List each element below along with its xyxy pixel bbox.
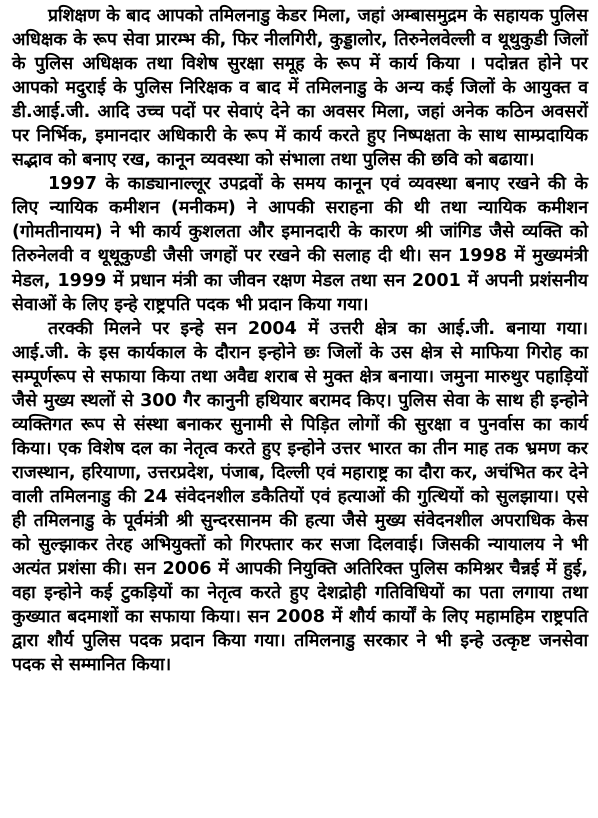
paragraph-commissions-and-awards: 1997 के काड्यानाल्लूर उपद्रवों के समय कानून एवं व्यवस्था बनाए रखने की के लिए न्यायिक कमीशन (मनीकम) ने आपकी सराहना की थी तथा न्यायिक कमीशन (गोमतीनायम) ने भी कार्य कुशलता और इमानदारी के कारण श्री जांगिड जैसे व्यक्ति को तिरुनेलवी व थूथूकुण्डी जैसी जगहों पर रखने की सलाह दी थी। सन 1998 में मुख्यमंत्री मेडल, 1999 में प्रधान मंत्री का जीवन रक्षण मेडल तथा सन 2001 में अपनी प्रशंसनीय सेवाओं के लिए इन्हे राष्ट्रपति पदक भी प्रदान किया गया।: [12, 174, 588, 315]
paragraph-ig-tenure: तरक्की मिलने पर इन्हे सन 2004 में उत्तरी क्षेत्र का आई.जी. बनाया गया। आई.जी. के इस कार्यकाल के दौरान इन्होने छः जिलों के उस क्षेत्र से माफिया गिरोह का सम्पूर्णरूप से सफाया किया तथा अवैद्य शराब से मुक्त क्षेत्र बनाया। जमुना मारुथुर पहाड़ियों जैसे मुख्य स्थलों से 300 गैर कानुनी हथियार बरामद किए। पुलिस सेवा के साथ ही इन्होने व्यक्तिगत रूप से संस्था बनाकर सुनामी से पिड़ित लोगों की सुरक्षा व पुनर्वास का कार्य किया। एक विशेष दल का नेतृत्व करते हुए इन्होने उत्तर भारत का तीन माह तक भ्रमण कर राजस्थान, हरियाणा, उत्तरप्रदेश, पंजाब, दिल्ली एवं महाराष्ट्र का दौरा कर, अचंभित कर देने वाली तमिलनाडु की 24 संवेदनशील डकैतियों एवं हत्याओं की गुत्थियों को सुलझाया। एसे ही तमिलनाडु के पूर्वमंत्री श्री सुन्दरसानम की हत्या जैसे मुख्य संवेदनशील अपराधिक केस को सुल्झाकर तेरह अभियुक्तों को गिरफ्तार कर सजा दिलवाई। जिसकी न्यायालय ने भी अत्यंत प्रशंसा की। सन 2006 में आपकी नियुक्ति अतिरिक्त पुलिस कमिश्नर चैन्नई में हुई, वहा इन्होने कई टुकड़ियों का नेतृत्व करते हुए देशद्रोही गतिविधियों का पता लगाया तथा कुख्यात बदमाशों का सफाया किया। सन 2008 में शौर्य कार्यों के लिए महामहिम राष्ट्रपति द्वारा शौर्य पुलिस पदक प्रदान किया गया। तमिलनाडु सरकार ने भी इन्हे उत्कृष्ट जनसेवा पदक से सम्मानित किया।: [12, 318, 588, 676]
paragraph-early-career: प्रशिक्षण के बाद आपको तमिलनाडु केडर मिला, जहां अम्बासमुद्रम के सहायक पुलिस अधिक्षक के रूप सेवा प्रारम्भ की, फिर नीलगिरी, कुड्डालोर, तिरुनेलवेल्ली व थूथुकुडी जिलों के पुलिस अधिक्षक तथा विशेष सुरक्षा समूह के रूप में कार्य किया । पदोन्नत होने पर आपको मदुराई के पुलिस निरिक्षक व बाद में तमिलनाडु के अन्य कई जिलों के आयुक्त व डी.आई.जी. आदि उच्च पदों पर सेवाएं देने का अवसर मिला, जहां अनेक कठिन अवसरों पर निर्भिक, इमानदार अधिकारी के रूप में कार्य करते हुए निष्पक्षता के साथ साम्प्रदायिक सद्भाव को बनाए रख, कानून व्यवस्था को संभाला तथा पुलिस की छवि को बढाया।: [12, 6, 588, 171]
